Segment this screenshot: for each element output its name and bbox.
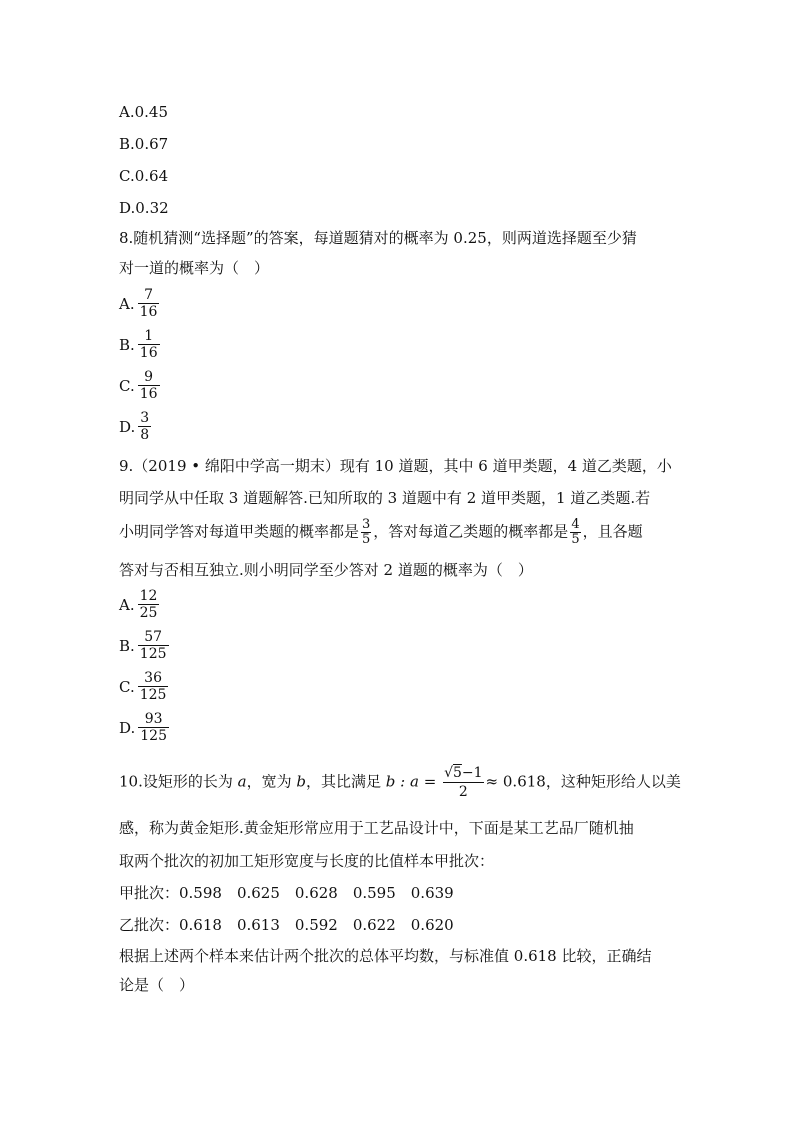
q8-option-a bbox=[119, 287, 159, 320]
q9-option-d bbox=[119, 711, 169, 744]
variable-b: b bbox=[296, 772, 306, 791]
fraction: $\frac{57}{125}$ bbox=[139, 629, 167, 662]
option-label: B. bbox=[119, 335, 135, 354]
option-label: D. bbox=[119, 417, 136, 436]
q7-option-d: D.0.32 bbox=[119, 199, 169, 217]
fraction: $\frac{4}{5}$ bbox=[571, 517, 580, 547]
q8-text-line2: 对一道的概率为（ ） bbox=[119, 259, 270, 277]
q7-option-a: A.0.45 bbox=[119, 103, 168, 121]
q8-option-b bbox=[119, 328, 160, 361]
q9-option-a bbox=[119, 588, 159, 621]
option-label: D. bbox=[119, 718, 136, 737]
q9-text-line4: 答对与否相互独立.则小明同学至少答对 2 道题的概率为（ ） bbox=[119, 561, 533, 579]
q7-option-b: B.0.67 bbox=[119, 135, 169, 153]
fraction: $\frac{1}{16}$ bbox=[139, 328, 158, 361]
q10-text-line7: 论是（ ） bbox=[119, 976, 195, 994]
option-label: A. bbox=[119, 294, 135, 313]
q8-option-c bbox=[119, 369, 160, 402]
fraction: $\frac{3}{5}$ bbox=[362, 517, 371, 547]
option-label: B. bbox=[119, 636, 135, 655]
q8-option-d bbox=[119, 410, 151, 443]
q9-text-line2: 明同学从中任取 3 道题解答.已知所取的 3 道题中有 2 道甲类题，1 道乙类题.若 bbox=[119, 489, 651, 507]
option-label: C. bbox=[119, 376, 135, 395]
option-label: A. bbox=[119, 595, 135, 614]
fraction: $\frac{3}{8}$ bbox=[140, 410, 150, 443]
fraction: $\frac{93}{125}$ bbox=[140, 711, 167, 744]
q9-text-line1: 9.（2019 • 绵阳中学高一期末）现有 10 道题，其中 6 道甲类题，4 道乙类题，小 bbox=[119, 457, 672, 475]
q10-batch-jia: 甲批次：0.598 0.625 0.628 0.595 0.639 bbox=[119, 884, 454, 902]
q10-batch-yi: 乙批次：0.618 0.613 0.592 0.622 0.620 bbox=[119, 916, 454, 934]
variable-a: a bbox=[237, 772, 247, 791]
ratio-expression: b : a = bbox=[385, 772, 437, 791]
q8-text-line1: 8.随机猜测“选择题”的答案，每道题猜对的概率为 0.25，则两道选择题至少猜 bbox=[119, 229, 637, 247]
q10-text-line1: 10.设矩形的长为 a，宽为 b，其比满足 b : a = $\frac{√5-1}{2}$ ≈ 0.618，这种矩形给人以美 bbox=[119, 765, 681, 800]
fraction: $\frac{7}{16}$ bbox=[139, 287, 158, 320]
q9-option-c bbox=[119, 670, 168, 703]
q10-text-line3: 取两个批次的初加工矩形宽度与长度的比值样本甲批次： bbox=[119, 852, 495, 870]
q9-option-b bbox=[119, 629, 169, 662]
q10-text-line6: 根据上述两个样本来估计两个批次的总体平均数，与标准值 0.618 比较，正确结 bbox=[119, 947, 652, 965]
q10-text-line2: 感，称为黄金矩形.黄金矩形常应用于工艺品设计中，下面是某工艺品厂随机抽 bbox=[119, 819, 634, 837]
fraction: $\frac{9}{16}$ bbox=[139, 369, 158, 402]
option-label: C. bbox=[119, 677, 135, 696]
fraction: $\frac{36}{125}$ bbox=[139, 670, 167, 703]
golden-ratio-fraction: $\frac{√5-1}{2}$ bbox=[444, 765, 483, 800]
q7-option-c: C.0.64 bbox=[119, 167, 169, 185]
fraction: $\frac{12}{25}$ bbox=[139, 588, 158, 621]
q9-text-line3: 小明同学答对每道甲类题的概率都是 $\frac{3}{5}$ ，答对每道乙类题的概率都是 $\frac{4}{5}$ ，且各题 bbox=[119, 517, 643, 547]
